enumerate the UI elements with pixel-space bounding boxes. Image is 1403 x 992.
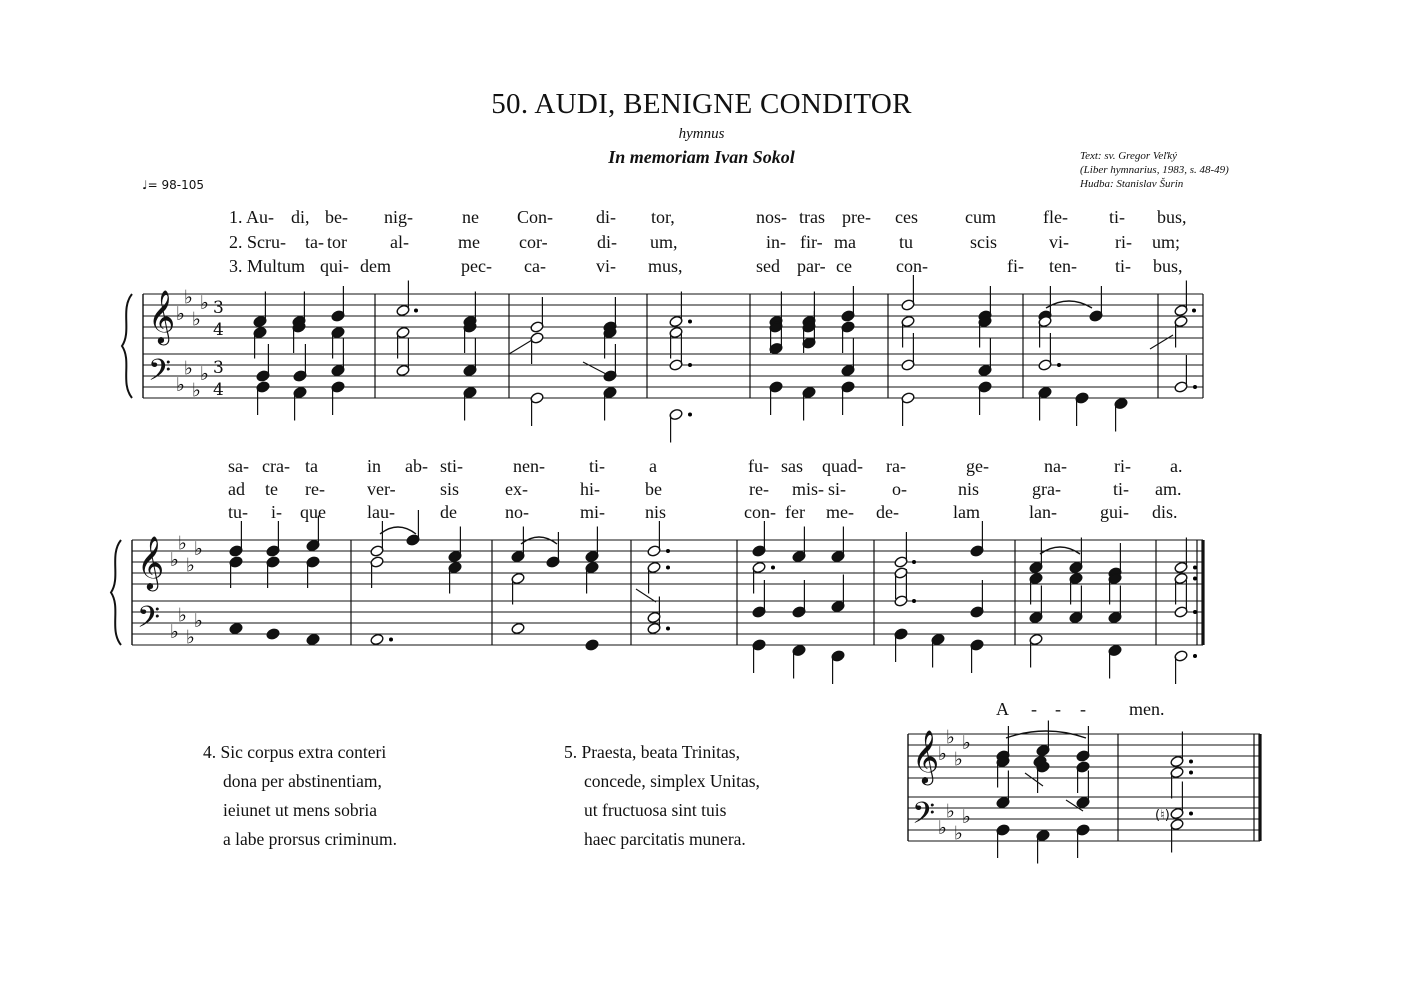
voice-leading-line bbox=[636, 589, 656, 602]
flat-icon: ♭ bbox=[954, 748, 963, 771]
notehead bbox=[266, 628, 280, 641]
flat-icon: ♭ bbox=[192, 308, 201, 331]
brace bbox=[122, 294, 132, 398]
lyric-syllable: me bbox=[458, 232, 480, 252]
time-signature: 3 bbox=[213, 298, 224, 318]
flat-icon: ♭ bbox=[176, 303, 185, 325]
hymn-subtitle: hymnus bbox=[678, 126, 725, 142]
lyric-syllable: pec- bbox=[461, 256, 492, 276]
notehead bbox=[585, 639, 599, 652]
lyric-syllable: cor- bbox=[519, 232, 548, 252]
lyric-syllable: tor bbox=[327, 232, 347, 252]
lyric-syllable: dis. bbox=[1152, 502, 1178, 522]
stanza-line: dona per abstinentiam, bbox=[223, 771, 382, 791]
lyric-syllable: o- bbox=[892, 479, 907, 499]
stanza-line: 4. Sic corpus extra conteri bbox=[203, 742, 387, 762]
voice-leading-line bbox=[1025, 773, 1043, 786]
lyric-syllable: ces bbox=[895, 207, 918, 227]
lyric-syllable: sed bbox=[756, 256, 780, 276]
augmentation-dot bbox=[666, 566, 670, 570]
flat-icon: ♭ bbox=[178, 532, 187, 555]
augmentation-dot bbox=[666, 549, 670, 553]
lyric-syllable: pre- bbox=[842, 207, 871, 227]
hymn-title: 50. AUDI, BENIGNE CONDITOR bbox=[491, 88, 912, 120]
augmentation-dot bbox=[1189, 812, 1193, 816]
time-signature: 3 bbox=[213, 358, 224, 378]
tempo-value: = 98-105 bbox=[147, 178, 205, 192]
lyric-syllable: a. bbox=[1170, 456, 1183, 476]
voice-leading-line bbox=[509, 340, 532, 354]
lyric-syllable: con- bbox=[896, 256, 928, 276]
lyric-syllable: que bbox=[300, 502, 326, 522]
augmentation-dot bbox=[688, 363, 692, 367]
lyric-syllable: 3. Multum bbox=[229, 256, 306, 276]
bass-clef-icon: 𝄢 bbox=[137, 601, 161, 642]
lyric-syllable: ta bbox=[305, 456, 318, 476]
flat-icon: ♭ bbox=[200, 292, 209, 314]
lyric-syllable: bus, bbox=[1153, 256, 1183, 276]
flat-icon: ♭ bbox=[962, 806, 971, 828]
flat-icon: ♭ bbox=[184, 357, 193, 380]
lyric-syllable: 2. Scru- bbox=[229, 232, 286, 252]
flat-icon: ♭ bbox=[946, 726, 955, 749]
notehead bbox=[229, 622, 243, 635]
stanza-line: ut fructuosa sint tuis bbox=[584, 800, 727, 820]
stanza-line: haec parcitatis munera. bbox=[584, 829, 746, 849]
lyric-syllable: fir- bbox=[800, 232, 823, 252]
augmentation-dot bbox=[666, 627, 670, 631]
augmentation-dot bbox=[1193, 610, 1197, 614]
lyric-syllable: di- bbox=[596, 207, 616, 227]
flat-icon: ♭ bbox=[170, 621, 179, 643]
lyric-syllable: sa- bbox=[228, 456, 249, 476]
lyric-syllable: no- bbox=[505, 502, 529, 522]
bass-clef-icon: 𝄢 bbox=[912, 797, 936, 838]
augmentation-dot bbox=[912, 560, 916, 564]
lyric-syllable: tras bbox=[799, 207, 825, 227]
augmentation-dot bbox=[414, 309, 418, 313]
lyric-syllable: vi- bbox=[596, 256, 616, 276]
voice-leading-line bbox=[583, 362, 606, 374]
lyric-syllable: ra- bbox=[886, 456, 906, 476]
flat-icon: ♭ bbox=[194, 610, 203, 632]
flat-icon: ♭ bbox=[200, 363, 209, 385]
augmentation-dot bbox=[912, 599, 916, 603]
lyric-syllable: cra- bbox=[262, 456, 290, 476]
lyric-syllable: mus, bbox=[648, 256, 683, 276]
lyric-syllable: lam bbox=[953, 502, 980, 522]
lyric-syllable: lau- bbox=[367, 502, 395, 522]
lyric-syllable: de- bbox=[876, 502, 899, 522]
stanza-line: a labe prorsus criminum. bbox=[223, 829, 397, 849]
augmentation-dot bbox=[389, 638, 393, 642]
quarter-note-icon: ♩ bbox=[142, 178, 148, 192]
lyric-syllable: ex- bbox=[505, 479, 528, 499]
lyric-syllable: tu bbox=[899, 232, 914, 252]
time-signature: 4 bbox=[213, 380, 224, 400]
lyric-syllable: quad- bbox=[822, 456, 863, 476]
lyric-syllable: be bbox=[645, 479, 662, 499]
lyric-syllable: tu- bbox=[228, 502, 248, 522]
lyric-syllable: nos- bbox=[756, 207, 787, 227]
lyric-syllable: vi- bbox=[1049, 232, 1069, 252]
lyric-syllable: ri- bbox=[1115, 232, 1132, 252]
lyric-syllable: nis bbox=[958, 479, 980, 499]
lyric-syllable: cum bbox=[965, 207, 996, 227]
augmentation-dot bbox=[1192, 309, 1196, 313]
flat-icon: ♭ bbox=[176, 374, 185, 396]
lyric-syllable: um; bbox=[1152, 232, 1181, 252]
treble-clef-icon: 𝄞 bbox=[912, 729, 940, 783]
augmentation-dot bbox=[1193, 385, 1197, 389]
lyric-syllable: mis- bbox=[792, 479, 825, 499]
lyric-syllable: in- bbox=[766, 232, 786, 252]
lyric-syllable: par- bbox=[797, 256, 826, 276]
lyric-syllable: mi- bbox=[580, 502, 605, 522]
lyric-syllable: di, bbox=[291, 207, 310, 227]
lyric-syllable: hi- bbox=[580, 479, 600, 499]
lyric-syllable: fer bbox=[785, 502, 805, 522]
bass-clef-icon: 𝄢 bbox=[148, 354, 172, 395]
credit-text: Text: sv. Gregor Veľký bbox=[1080, 150, 1178, 162]
augmentation-dot bbox=[688, 320, 692, 324]
voice-leading-line bbox=[1150, 335, 1173, 349]
lyric-syllable: ma bbox=[834, 232, 856, 252]
treble-clef-icon: 𝄞 bbox=[148, 289, 176, 343]
lyric-syllable: scis bbox=[970, 232, 997, 252]
flat-icon: ♭ bbox=[946, 800, 955, 823]
lyric-syllable: te bbox=[265, 479, 278, 499]
notehead bbox=[370, 633, 384, 646]
lyric-syllable: nig- bbox=[384, 207, 413, 227]
augmentation-dot bbox=[1193, 654, 1197, 658]
lyric-syllable: sas bbox=[781, 456, 803, 476]
lyric-syllable: Con- bbox=[517, 207, 553, 227]
lyric-syllable: gui- bbox=[1100, 502, 1129, 522]
lyric-syllable: ca- bbox=[524, 256, 546, 276]
lyric-syllable: me- bbox=[826, 502, 854, 522]
lyric-syllable: de bbox=[440, 502, 457, 522]
lyric-syllable: ten- bbox=[1049, 256, 1077, 276]
lyric-syllable: re- bbox=[305, 479, 325, 499]
amen-syllable: - bbox=[1055, 699, 1061, 719]
flat-icon: ♭ bbox=[184, 286, 193, 309]
augmentation-dot bbox=[1189, 771, 1193, 775]
lyric-syllable: qui- bbox=[320, 256, 349, 276]
lyric-syllable: ad bbox=[228, 479, 245, 499]
brace bbox=[111, 540, 121, 645]
lyric-syllable: nen- bbox=[513, 456, 545, 476]
lyric-syllable: ab- bbox=[405, 456, 428, 476]
lyric-syllable: nis bbox=[645, 502, 667, 522]
lyric-syllable: ge- bbox=[966, 456, 989, 476]
treble-clef-icon: 𝄞 bbox=[137, 535, 165, 589]
flat-icon: ♭ bbox=[170, 549, 179, 571]
flat-icon: ♭ bbox=[186, 554, 195, 577]
lyric-syllable: ti- bbox=[1109, 207, 1125, 227]
lyric-syllable: con- bbox=[744, 502, 776, 522]
lyric-syllable: ti- bbox=[1115, 256, 1131, 276]
lyric-syllable: 1. Au- bbox=[229, 207, 274, 227]
flat-icon: ♭ bbox=[192, 379, 201, 402]
lyric-syllable: gra- bbox=[1032, 479, 1061, 499]
lyric-syllable: dem bbox=[360, 256, 391, 276]
lyric-syllable: i- bbox=[271, 502, 282, 522]
time-signature: 4 bbox=[213, 320, 224, 340]
augmentation-dot bbox=[688, 413, 692, 417]
augmentation-dot bbox=[1057, 363, 1061, 367]
dedication: In memoriam Ivan Sokol bbox=[608, 147, 795, 167]
lyric-syllable: a bbox=[649, 456, 657, 476]
credit-music: Hudba: Stanislav Šurin bbox=[1080, 178, 1184, 190]
lyric-syllable: ne bbox=[462, 207, 479, 227]
lyric-syllable: ri- bbox=[1114, 456, 1131, 476]
flat-icon: ♭ bbox=[938, 817, 947, 839]
slur bbox=[380, 527, 416, 534]
lyric-syllable: bus, bbox=[1157, 207, 1187, 227]
lyric-syllable: sti- bbox=[440, 456, 464, 476]
lyric-syllable: am. bbox=[1155, 479, 1182, 499]
lyric-syllable: tor, bbox=[651, 207, 675, 227]
lyric-syllable: fi- bbox=[1007, 256, 1024, 276]
flat-icon: ♭ bbox=[954, 822, 963, 845]
amen-syllable: - bbox=[1080, 699, 1086, 719]
augmentation-dot bbox=[1189, 760, 1193, 764]
flat-icon: ♭ bbox=[962, 732, 971, 754]
flat-icon: ♭ bbox=[178, 604, 187, 627]
lyric-syllable: lan- bbox=[1029, 502, 1057, 522]
lyric-syllable: in bbox=[367, 456, 382, 476]
credit-source: (Liber hymnarius, 1983, s. 48-49) bbox=[1080, 164, 1229, 176]
lyric-syllable: ver- bbox=[367, 479, 396, 499]
lyric-syllable: ta- bbox=[305, 232, 324, 252]
lyric-syllable: be- bbox=[325, 207, 348, 227]
lyric-syllable: re- bbox=[749, 479, 769, 499]
lyric-syllable: di- bbox=[597, 232, 617, 252]
lyric-syllable: al- bbox=[390, 232, 409, 252]
augmentation-dot bbox=[1193, 577, 1197, 581]
lyric-syllable: fu- bbox=[748, 456, 769, 476]
notehead bbox=[306, 633, 320, 646]
flat-icon: ♭ bbox=[186, 626, 195, 649]
lyric-syllable: ce bbox=[836, 256, 852, 276]
augmentation-dot bbox=[771, 566, 775, 570]
amen-syllable: - bbox=[1031, 699, 1037, 719]
stanza-line: 5. Praesta, beata Trinitas, bbox=[564, 742, 740, 762]
lyric-syllable: um, bbox=[650, 232, 678, 252]
flat-icon: ♭ bbox=[194, 538, 203, 560]
stanza-line: ieiunet ut mens sobria bbox=[223, 800, 378, 820]
lyric-syllable: sis bbox=[440, 479, 460, 499]
stanza-line: concede, simplex Unitas, bbox=[584, 771, 760, 791]
lyric-syllable: fle- bbox=[1043, 207, 1068, 227]
lyric-syllable: ti- bbox=[589, 456, 605, 476]
amen-syllable: A bbox=[996, 699, 1009, 719]
lyric-syllable: ti- bbox=[1113, 479, 1129, 499]
notehead bbox=[511, 622, 525, 635]
lyric-syllable: na- bbox=[1044, 456, 1067, 476]
natural-accidental-icon: (♮) bbox=[1155, 808, 1170, 823]
amen-syllable: men. bbox=[1129, 699, 1165, 719]
augmentation-dot bbox=[1193, 566, 1197, 570]
flat-icon: ♭ bbox=[938, 743, 947, 765]
lyric-syllable: si- bbox=[828, 479, 846, 499]
